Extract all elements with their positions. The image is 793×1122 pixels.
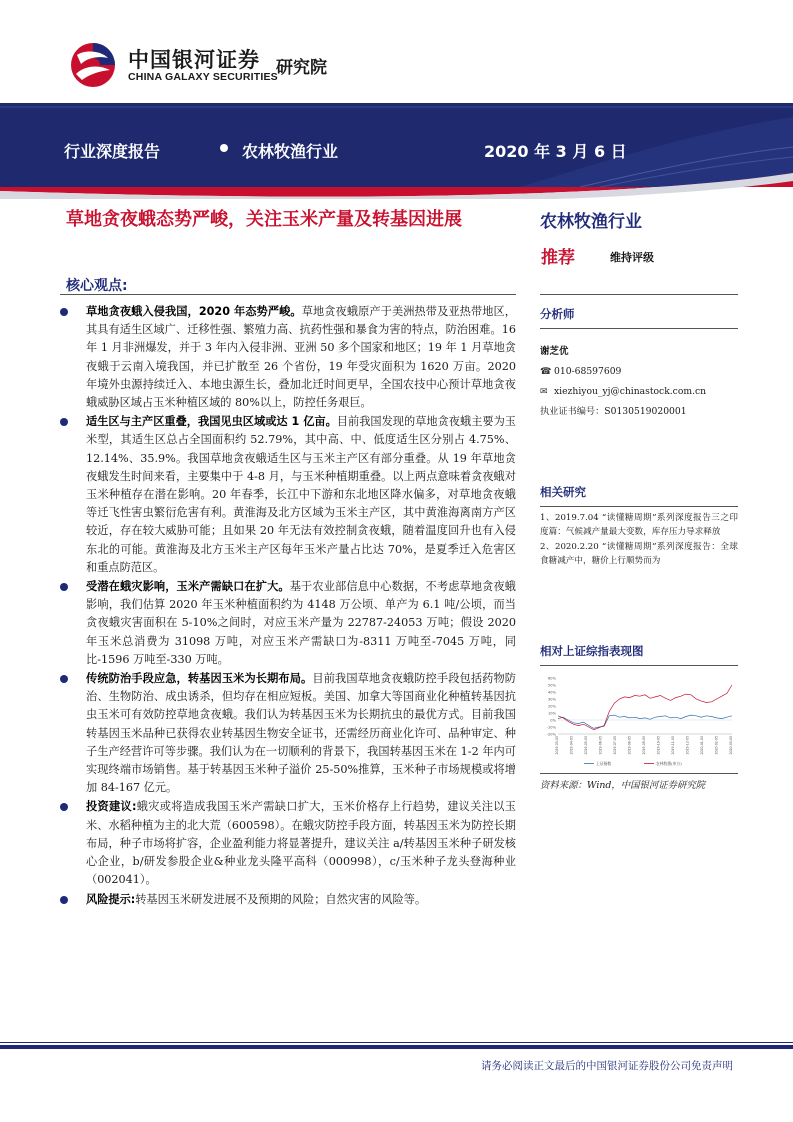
bullet-item xyxy=(60,303,516,412)
x-tick-label: 2019-03-05 xyxy=(555,736,559,755)
x-tick-label: 2019-10-05 xyxy=(656,736,661,755)
footer-disclaimer[interactable]: 请务必阅读正文最后的中国银河证券股份公司免责声明 xyxy=(481,1060,733,1072)
x-tick-label: 2020-01-05 xyxy=(700,736,704,755)
chart-heading: 相对上证综指表现图 xyxy=(540,644,644,658)
analyst-email-row xyxy=(540,385,738,398)
related-item[interactable]: 2、2020.2.20 “读懂糖周期”系列深度报告：全球食糖减产中，糖价上行顺势而为 xyxy=(540,542,738,566)
bullet-lead: 投资建议: xyxy=(86,800,137,814)
banner-bullet-icon xyxy=(220,144,228,152)
bullet-dot-icon xyxy=(60,675,68,683)
related-research-panel xyxy=(540,484,738,570)
bullet-item xyxy=(60,670,516,797)
bullet-dot-icon xyxy=(60,803,68,811)
brand-name-cn: 中国银河证券 xyxy=(128,48,260,72)
x-tick-label: 2019-09-05 xyxy=(642,736,646,755)
x-tick-label: 2019-07-05 xyxy=(613,736,617,755)
bullet-dot-icon xyxy=(60,418,68,426)
related-heading: 相关研究 xyxy=(540,485,586,499)
x-tick-label: 2019-08-05 xyxy=(627,736,632,755)
y-tick-label: -20% xyxy=(546,732,556,737)
analyst-cert: 执业证书编号：S0130519020001 xyxy=(540,406,687,417)
chart-source: 资料来源：Wind，中国银河证券研究院 xyxy=(540,780,706,791)
footer-rule xyxy=(0,1042,793,1043)
x-tick-label: 2019-12-05 xyxy=(685,736,690,755)
legend-label: 上证指数 xyxy=(596,761,612,766)
bullet-lead: 草地贪夜蛾入侵我国，2020 年态势严峻。 xyxy=(86,305,302,318)
series-line-sector xyxy=(558,685,732,730)
y-tick-label: 30% xyxy=(548,697,556,702)
core-heading: 核心观点: xyxy=(66,278,128,294)
analyst-email[interactable]: xiezhiyou_yj@chinastock.com.cn xyxy=(554,386,707,397)
bullet-body: 目前我国发现的草地贪夜蛾主要为玉米型，其适生区总占全国面积约 52.79%，其中高、中、低度适生区分别占 4.75%、12.14%、35.9%。我国草地贪夜蛾适生区与玉米主产区有部分重叠。从 19 年草地贪夜蛾发生时间来看，主要集中于 4-8 月，与玉米种植期重叠。以上两点意味着贪夜蛾对玉米种植存在潜在影响。20 年春季，长江中下游和东北地区降水偏多，对草地贪夜蛾等迁飞性害虫繁衍危害有利。黄淮海及北方区域为玉米主产区，其中黄淮海离南方产区较近，存在较大威胁可能；且如果 20 年无法有效控制贪夜蛾，随着温度回升也有入侵东北的可能。黄淮海及北方玉米主产区每年玉米产量占比达 70%，是夏季迁入危害区和重点防范区。 xyxy=(86,415,516,574)
bullet-item xyxy=(60,578,516,669)
analyst-heading: 分析师 xyxy=(540,307,575,321)
rating: 推荐 xyxy=(541,248,575,268)
performance-chart xyxy=(540,672,738,770)
core-divider xyxy=(60,294,516,295)
x-tick-label: 2019-06-05 xyxy=(598,736,603,755)
bullet-dot-icon xyxy=(60,583,68,591)
y-tick-label: 60% xyxy=(548,676,556,681)
report-date: 2020 年 3 月 6 日 xyxy=(484,142,627,161)
bullet-body: 转基因玉米研发进展不及预期的风险；自然灾害的风险等。 xyxy=(135,892,427,906)
x-tick-label: 2019-04-05 xyxy=(569,736,574,755)
rating-note: 维持评级 xyxy=(610,251,654,264)
bullet-body: 目前我国草地贪夜蛾防控手段包括药物防治、生物防治、成虫诱杀，但均存在相应短板。美国、加拿大等国商业化种植转基因抗虫玉米可有效防控草地贪夜蛾。我们认为转基因玉米为长期抗虫的最优方式。目前我国转基因玉米品种已获得农业转基因生物安全证书，还需经历商业化许可、品种审定、种子生产经营许可等步骤。我们认为在一切顺利的背景下，我国转基因玉米在 1-2 年内可实现终端市场销售。基于转基因玉米种子溢价 25-50%推算，玉米种子市场规模或将增加 84-167 亿元。 xyxy=(86,672,516,795)
bullet-item xyxy=(60,798,516,889)
bullet-lead: 风险提示: xyxy=(86,892,136,906)
y-tick-label: 40% xyxy=(548,690,556,695)
x-tick-label: 2019-05-05 xyxy=(584,736,588,755)
y-tick-label: -10% xyxy=(546,725,556,730)
brand-name-en: CHINA GALAXY SECURITIES xyxy=(128,71,278,83)
bullet-dot-icon xyxy=(60,896,68,904)
chart-bottom-rule xyxy=(540,773,738,774)
analyst-name: 谢芝优 xyxy=(540,346,569,357)
bullet-item xyxy=(60,891,516,909)
bullet-body: 基于农业部信息中心数据，不考虑草地贪夜蛾影响，我们估算 2020 年玉米种植面积约为 4148 万公顷、单产为 6.1 吨/公顷，而当贪夜蛾灾害面积在 5-10%之间时，对应玉米产量为 22787-24053 万吨；假设 2020 年玉米总消费为 31098 万吨，对应玉米产需缺口为-8311 万吨至-7045 万吨，同比-1596 万吨至-330 万吨。 xyxy=(86,580,516,666)
institute-label: 研究院 xyxy=(276,58,327,78)
x-tick-label: 2020-03-05 xyxy=(729,736,733,755)
phone-icon: ☎ xyxy=(540,366,552,377)
bullet-lead: 传统防治手段应急，转基因玉米为长期布局。 xyxy=(86,672,313,686)
analyst-rule xyxy=(540,328,738,329)
chart-panel xyxy=(540,643,738,666)
y-tick-label: 10% xyxy=(548,711,556,716)
analyst-rule xyxy=(540,294,738,295)
legend-label: 农林牧渔(申万) xyxy=(656,761,682,766)
related-rule xyxy=(540,506,738,507)
side-sector: 农林牧渔行业 xyxy=(540,212,642,232)
series-line-index xyxy=(558,715,732,728)
report-type: 行业深度报告 xyxy=(64,142,161,161)
chart-rule xyxy=(540,665,738,666)
x-tick-label: 2020-02-05 xyxy=(714,736,719,755)
core-bullets xyxy=(60,303,516,909)
y-tick-label: 20% xyxy=(548,704,556,709)
y-tick-label: 0% xyxy=(550,718,556,723)
bullet-lead: 受潜在蛾灾影响，玉米产需缺口在扩大。 xyxy=(86,580,290,594)
y-tick-label: 50% xyxy=(548,683,556,688)
report-title: 草地贪夜蛾态势严峻，关注玉米产量及转基因进展 xyxy=(66,209,462,230)
bullet-item xyxy=(60,413,516,577)
bullet-body: 蛾灾或将造成我国玉米产需缺口扩大，玉米价格存上行趋势，建议关注以玉米、水稻种植为主的北大荒（600598）。在蛾灾防控手段方面，转基因玉米为防控长期布局，种子市场将扩容，企业盈利能力将显著提升，建议关注 a/转基因玉米种子研发核心企业，b/研发参股企业&种业龙头隆平高科（000998），c/玉米种子龙头登海种业（002041）。 xyxy=(86,800,516,887)
bullet-dot-icon xyxy=(60,308,68,316)
x-tick-label: 2019-11-05 xyxy=(671,736,675,755)
analyst-phone: 010-68597609 xyxy=(554,366,622,377)
mail-icon: ✉ xyxy=(540,386,548,397)
analyst-phone-row xyxy=(540,365,738,378)
footer-rule-thick xyxy=(0,1045,793,1049)
related-item[interactable]: 1、2019.7.04 “读懂糖周期”系列深度报告三之印度篇：气候减产量最大变数，库存压力导求释放 xyxy=(540,513,738,537)
banner-sector: 农林牧渔行业 xyxy=(242,142,339,161)
bullet-lead: 适生区与主产区重叠，我国见虫区域或达 1 亿亩。 xyxy=(86,415,337,429)
analyst-panel xyxy=(540,294,738,425)
bullet-body: 草地贪夜蛾原产于美洲热带及亚热带地区，其具有适生区域广、迁移性强、繁殖力高、抗药性强和暴食为害的特点，防治困难。16 年 1 月非洲爆发，并于 3 年内入侵非洲、亚洲 50 多个国家和地区；19 年 1 月草地贪夜蛾于云南入境我国，并已扩散至 26 个省份，19 年受灾面积为 1620 万亩。2020 年境外虫源持续迁入、本地虫源生长，叠加北迁时间更早，全国农技中心预计草地贪夜蛾威胁区域占玉米种植区域的 80%以上，防控任务艰巨。 xyxy=(86,305,516,410)
galaxy-logo-icon xyxy=(64,40,122,90)
